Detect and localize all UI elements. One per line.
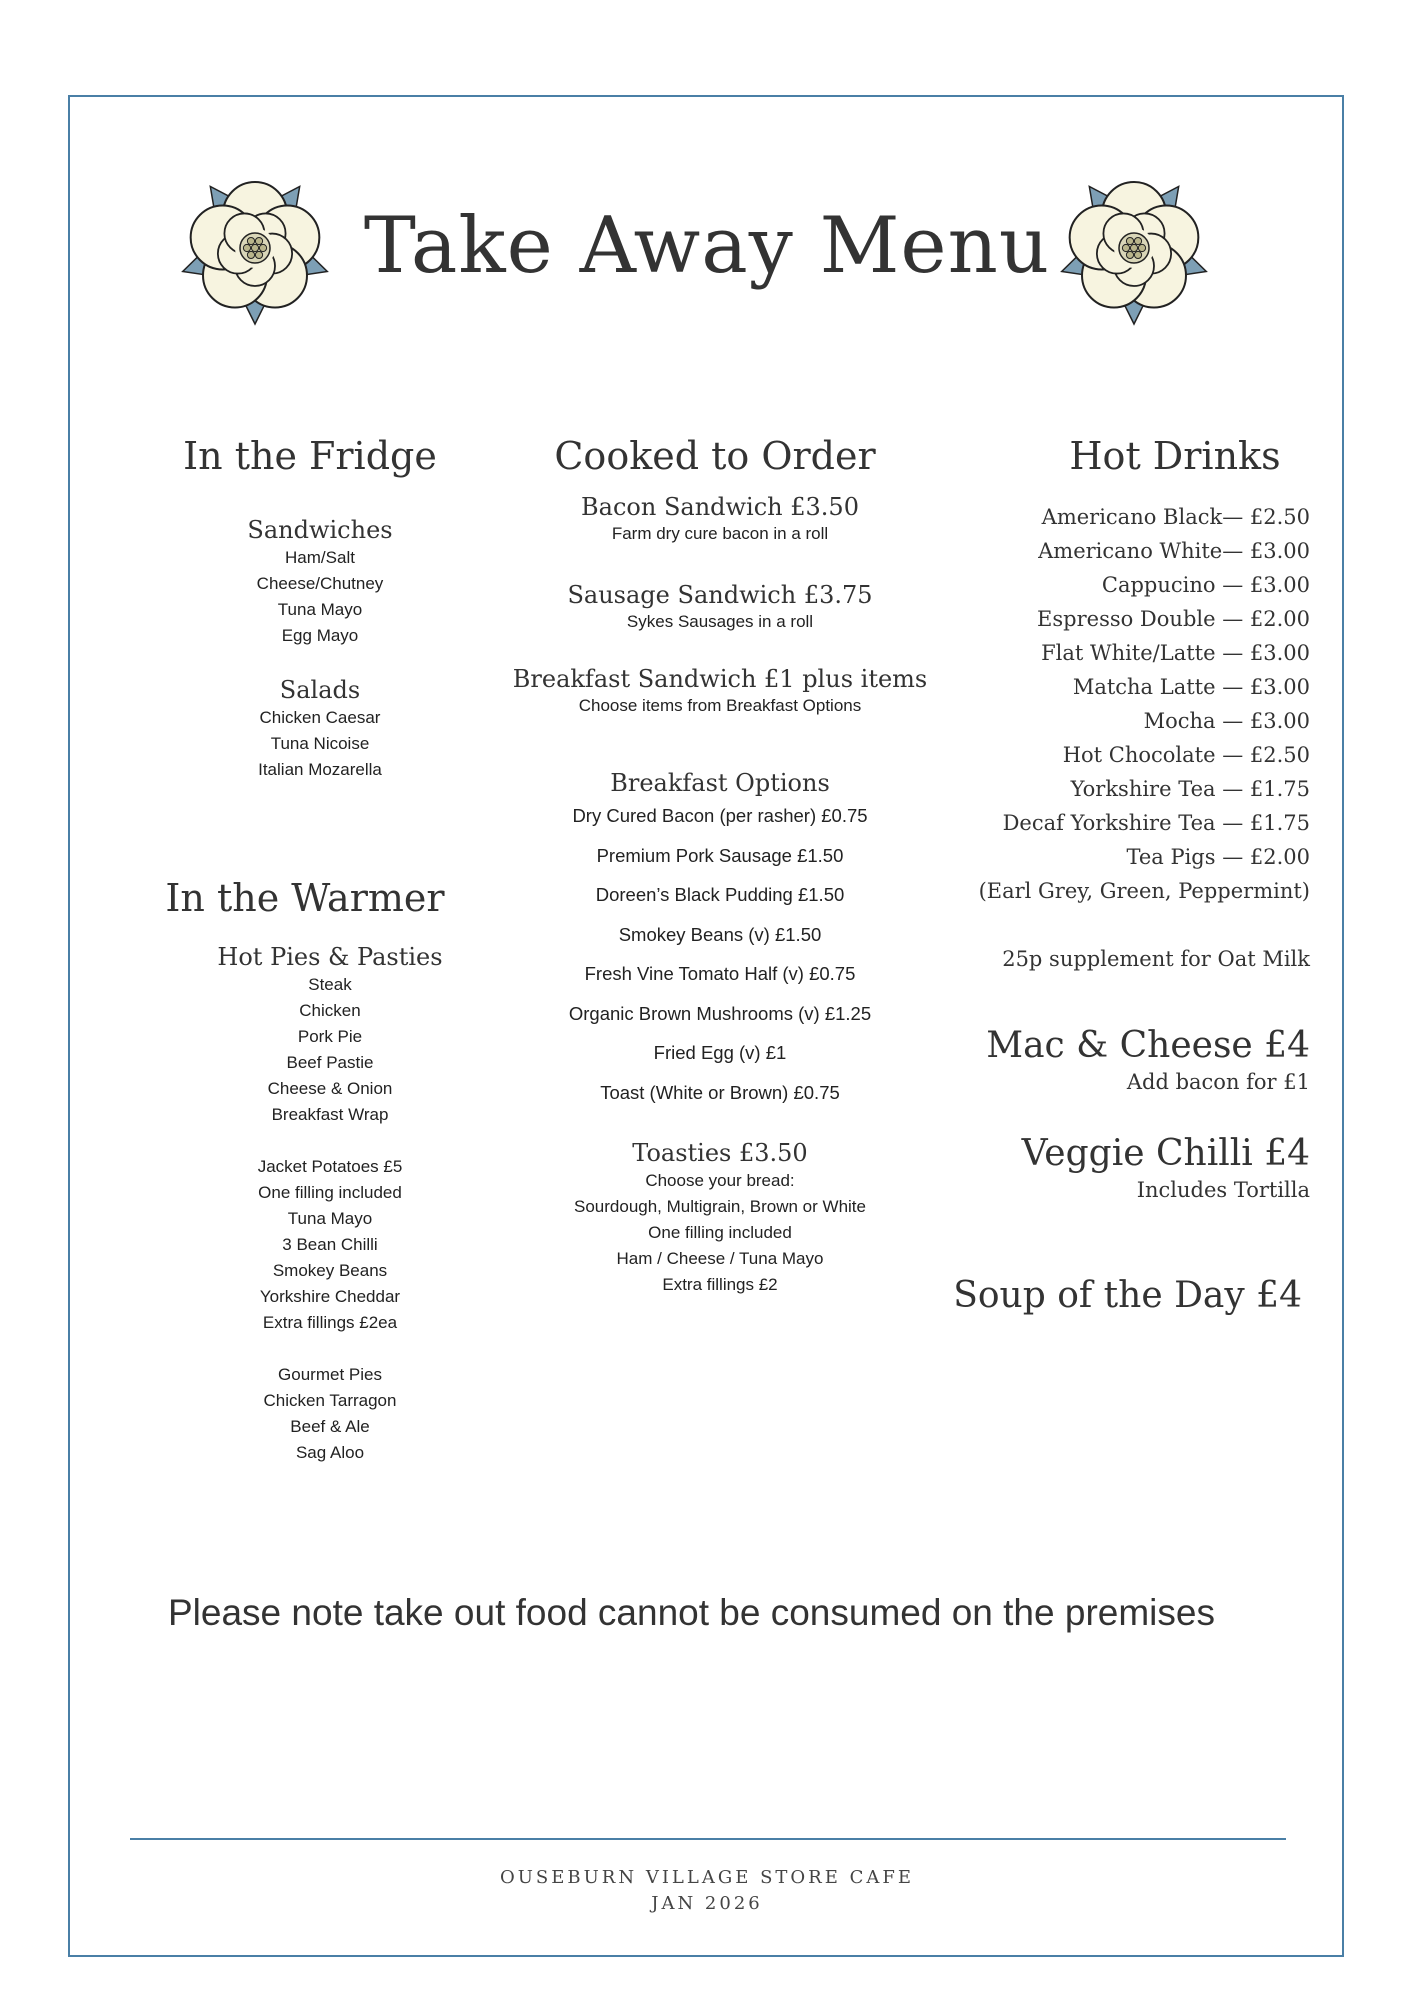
- drinks-list: [940, 500, 1310, 976]
- list-item: Ham/Salt: [285, 548, 355, 567]
- list-item: Steak: [308, 975, 352, 994]
- breakfast-desc: Choose items from Breakfast Options: [578, 696, 862, 715]
- cooked-heading: Cooked to Order: [554, 434, 876, 478]
- sandwiches-heading: Sandwiches: [247, 516, 393, 544]
- mac-cheese-title: Mac & Cheese £4: [986, 1025, 1310, 1066]
- footer-date: JAN 2026: [651, 1893, 763, 1914]
- cooked-section: [520, 432, 910, 480]
- list-item: One filling included: [258, 1183, 402, 1202]
- takeout-note: Please note take out food cannot be consumed on the premises: [168, 1592, 1215, 1633]
- list-item: Tuna Mayo: [287, 1209, 373, 1228]
- drinks-heading: Hot Drinks: [1069, 434, 1281, 478]
- list-item: Organic Brown Mushrooms (v) £1.25: [568, 1002, 872, 1024]
- warmer-section: [140, 874, 470, 922]
- list-item: Chicken Caesar: [259, 708, 381, 727]
- list-item: Extra fillings £2ea: [262, 1313, 398, 1332]
- list-item: Yorkshire Tea — £1.75: [1070, 777, 1310, 801]
- breakfast-options-list: [500, 796, 940, 1112]
- list-item: Breakfast Wrap: [271, 1105, 389, 1124]
- bacon-sandwich: Bacon Sandwich £3.50: [581, 493, 859, 521]
- specials-block: [940, 1024, 1310, 1240]
- list-item: Espresso Double — £2.00: [1037, 607, 1310, 631]
- list-item: Sag Aloo: [295, 1443, 365, 1462]
- list-item: Tuna Nicoise: [270, 734, 370, 753]
- list-item: Americano Black— £2.50: [1041, 505, 1310, 529]
- list-item: Italian Mozarella: [258, 760, 382, 779]
- list-item: Americano White— £3.00: [1038, 539, 1310, 563]
- cooked-block: [500, 492, 940, 798]
- list-item: Pork Pie: [297, 1027, 363, 1046]
- list-item: Flat White/Latte — £3.00: [1041, 641, 1310, 665]
- pies-heading: Hot Pies & Pasties: [217, 943, 443, 971]
- breakfast-sandwich: Breakfast Sandwich £1 plus items: [512, 665, 928, 693]
- list-item: Sourdough, Multigrain, Brown or White: [574, 1197, 866, 1216]
- toasties-block: [500, 1138, 940, 1298]
- mac-cheese-note: Add bacon for £1: [1126, 1070, 1310, 1094]
- veggie-chilli-note: Includes Tortilla: [1136, 1178, 1310, 1202]
- list-item: Extra fillings £2: [662, 1275, 778, 1294]
- list-item: Smokey Beans (v) £1.50: [618, 923, 822, 945]
- list-item: Jacket Potatoes £5: [257, 1157, 403, 1176]
- soup-title: Soup of the Day £4: [953, 1275, 1302, 1316]
- list-item: Ham / Cheese / Tuna Mayo: [616, 1249, 824, 1268]
- warmer-block: [180, 942, 480, 1466]
- sausage-sandwich: Sausage Sandwich £3.75: [567, 581, 873, 609]
- list-item: Dry Cured Bacon (per rasher) £0.75: [572, 805, 868, 826]
- list-item: Cheese/Chutney: [256, 574, 384, 593]
- list-item: Premium Pork Sausage £1.50: [596, 844, 844, 866]
- toasties-heading: Toasties £3.50: [632, 1139, 808, 1167]
- sandwiches-block: [170, 515, 470, 783]
- list-item: Toast (White or Brown) £0.75: [600, 1081, 840, 1103]
- list-item: Fresh Vine Tomato Half (v) £0.75: [584, 963, 856, 984]
- list-item: Doreen’s Black Pudding £1.50: [595, 884, 845, 905]
- list-item: Decaf Yorkshire Tea — £1.75: [1002, 811, 1310, 835]
- list-item: Gourmet Pies: [278, 1365, 382, 1384]
- list-item: Chicken: [299, 1001, 361, 1020]
- list-item: Tuna Mayo: [277, 600, 363, 619]
- list-item: Tea Pigs — £2.00: [1126, 845, 1310, 869]
- list-item: (Earl Grey, Green, Peppermint): [978, 879, 1310, 903]
- list-item: Beef & Ale: [290, 1417, 370, 1436]
- footer-cafe-name: OUSEBURN VILLAGE STORE CAFE: [500, 1867, 914, 1888]
- list-item: Matcha Latte — £3.00: [1072, 675, 1310, 699]
- list-item: Cappucino — £3.00: [1101, 573, 1310, 597]
- list-item: One filling included: [648, 1223, 792, 1242]
- fridge-heading: In the Fridge: [183, 434, 437, 478]
- soup-block: [900, 1274, 1302, 1318]
- fridge-section: [150, 432, 470, 480]
- warmer-heading: In the Warmer: [165, 876, 445, 920]
- veggie-chilli-title: Veggie Chilli £4: [1021, 1133, 1310, 1174]
- list-item: Fried Egg (v) £1: [653, 1042, 787, 1063]
- list-item: Cheese & Onion: [267, 1079, 393, 1098]
- breakfast-options-heading: Breakfast Options: [610, 769, 830, 797]
- bacon-desc: Farm dry cure bacon in a roll: [611, 524, 829, 543]
- list-item: 3 Bean Chilli: [282, 1235, 378, 1254]
- list-item: Mocha — £3.00: [1143, 709, 1310, 733]
- list-item: Smokey Beans: [272, 1261, 388, 1280]
- list-item: Yorkshire Cheddar: [259, 1287, 401, 1306]
- footer-divider: [130, 1838, 1286, 1840]
- list-item: Egg Mayo: [281, 626, 359, 645]
- sausage-desc: Sykes Sausages in a roll: [626, 612, 814, 631]
- salads-heading: Salads: [279, 676, 361, 704]
- list-item: Choose your bread:: [645, 1171, 795, 1190]
- list-item: Beef Pastie: [286, 1053, 374, 1072]
- list-item: Hot Chocolate — £2.50: [1062, 743, 1310, 767]
- list-item: Chicken Tarragon: [263, 1391, 397, 1410]
- drinks-section: [1030, 432, 1320, 480]
- oat-milk-note: 25p supplement for Oat Milk: [1002, 947, 1310, 971]
- page-title: Take Away Menu: [363, 201, 1051, 291]
